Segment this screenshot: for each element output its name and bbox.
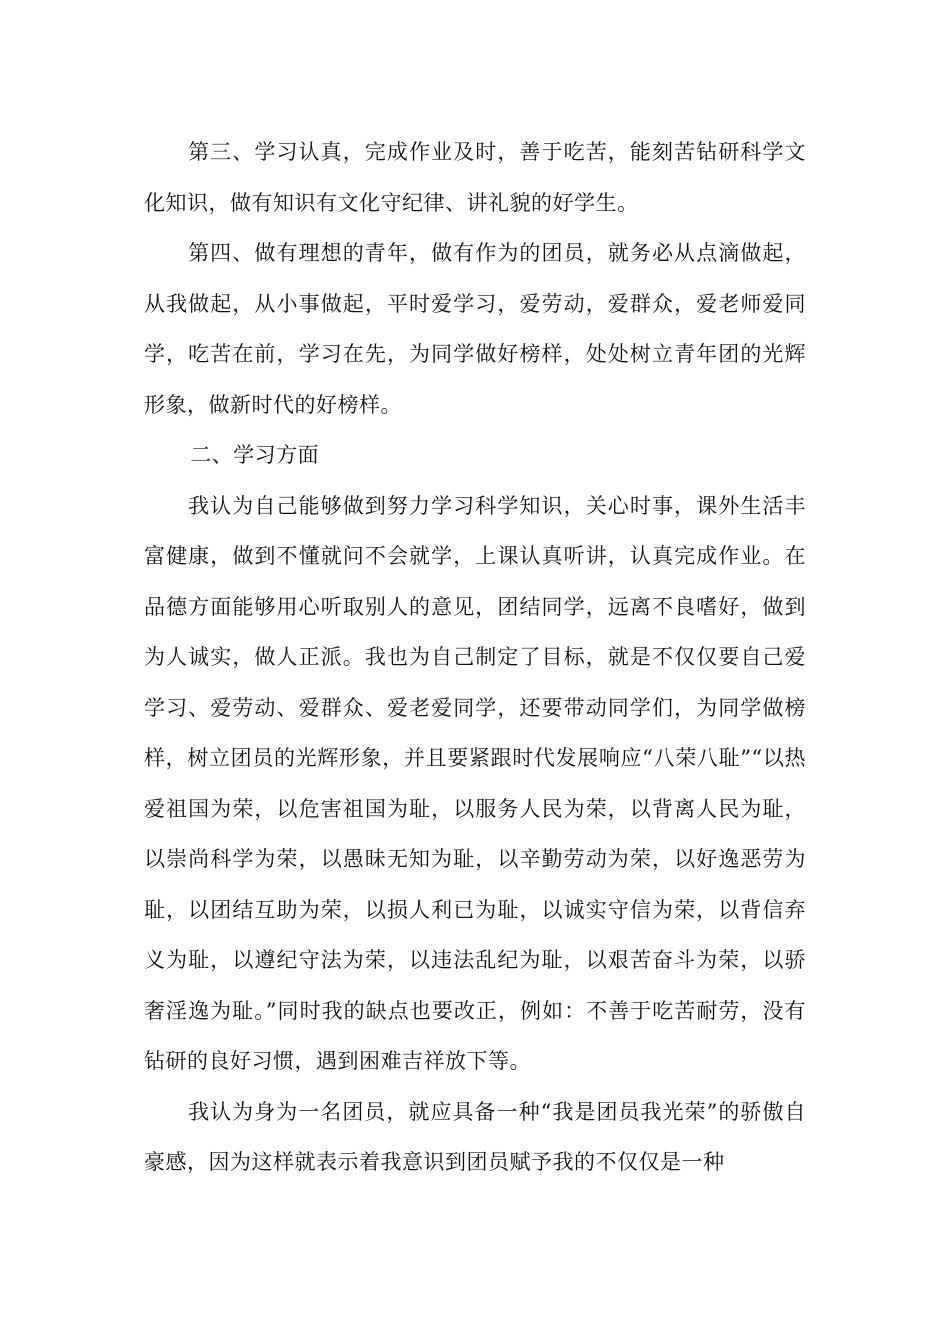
paragraph-third-point: 第三、学习认真，完成作业及时，善于吃苦，能刻苦钻研科学文化知识，做有知识有文化守纪律、讲礼貌的好学生。 — [144, 140, 806, 215]
paragraph-fourth-point: 第四、做有理想的青年，做有作为的团员，就务必从点滴做起，从我做起，从小事做起，平时爱学习，爱劳动，爱群众，爱老师爱同学，吃苦在前，学习在先，为同学做好榜样，处处树立青年团的光辉形象，做新时代的好榜样。 — [144, 241, 806, 417]
paragraph-member-pride: 我认为身为一名团员，就应具备一种“我是团员我光荣”的骄傲自豪感，因为这样就表示着我意识到团员赋予我的不仅仅是一种 — [144, 1099, 806, 1174]
paragraph-study-details: 我认为自己能够做到努力学习科学知识，关心时事，课外生活丰富健康，做到不懂就问不会就学，上课认真听讲，认真完成作业。在品德方面能够用心听取别人的意见，团结同学，远离不良嗜好，做到为人诚实，做人正派。我也为自己制定了目标，就是不仅仅要自己爱学习、爱劳动、爱群众、爱老爱同学，还要带动同学们，为同学做榜样，树立团员的光辉形象，并且要紧跟时代发展响应“八荣八耻”“以热爱祖国为荣，以危害祖国为耻，以服务人民为荣，以背离人民为耻，以崇尚科学为荣，以愚昧无知为耻，以辛勤劳动为荣，以好逸恶劳为耻，以团结互助为荣，以损人利已为耻，以诚实守信为荣，以背信弃义为耻，以遵纪守法为荣，以违法乱纪为耻，以艰苦奋斗为荣，以骄奢淫逸为耻。”同时我的缺点也要改正，例如：不善于吃苦耐劳，没有钻研的良好习惯，遇到困难吉祥放下等。 — [144, 493, 806, 1073]
document-body — [144, 127, 806, 1188]
section-heading-study: 二、学习方面 — [190, 443, 320, 467]
